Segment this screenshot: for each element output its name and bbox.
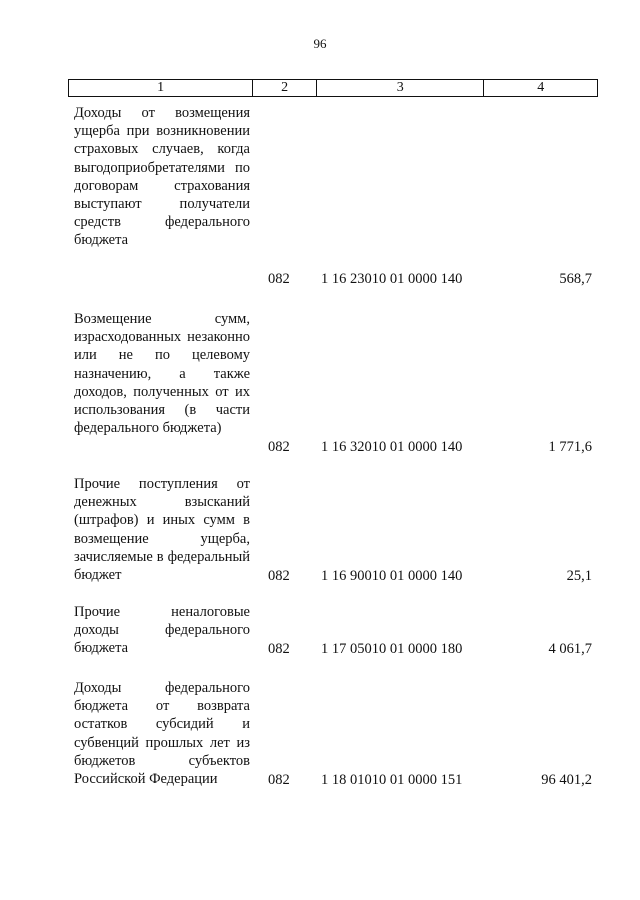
row-description: Доходы федерального бюджета от возврата остатков субсидий и субвенций прошлых лет из бюджетов субъектов Российской Федерации bbox=[74, 680, 250, 788]
row-amount: 568,7 bbox=[559, 270, 592, 287]
column-header-1: 1 bbox=[69, 80, 253, 96]
table-header bbox=[68, 79, 598, 97]
row-description: Прочие неналоговые доходы федерального бюджета bbox=[74, 604, 250, 657]
row-kbk: 1 17 05010 01 0000 180 bbox=[321, 640, 463, 657]
row-code: 082 bbox=[268, 270, 290, 287]
column-header-2: 2 bbox=[253, 80, 317, 96]
page-number: 96 bbox=[313, 36, 327, 51]
table-row bbox=[68, 104, 598, 288]
row-code: 082 bbox=[268, 640, 290, 657]
row-kbk: 1 16 32010 01 0000 140 bbox=[321, 438, 463, 455]
row-description: Возмещение сумм, израсходованных незаконно или не по целевому назначению, а также доходов, полученных от их использования (в части федерального бюджета) bbox=[74, 311, 250, 437]
column-header-3: 3 bbox=[317, 80, 484, 96]
row-kbk: 1 18 01010 01 0000 151 bbox=[321, 771, 463, 788]
table-row bbox=[68, 679, 598, 789]
table-row bbox=[68, 310, 598, 456]
row-code: 082 bbox=[268, 771, 290, 788]
row-description: Доходы от возмещения ущерба при возникновении страховых случаев, когда выгодоприобретателями по договорам страхования выступают получатели средств федерального бюджета bbox=[74, 105, 250, 249]
row-kbk: 1 16 90010 01 0000 140 bbox=[321, 567, 463, 584]
table-row bbox=[68, 603, 598, 658]
row-amount: 96 401,2 bbox=[541, 771, 592, 788]
row-code: 082 bbox=[268, 438, 290, 455]
column-header-4: 4 bbox=[537, 80, 545, 95]
row-amount: 25,1 bbox=[566, 567, 592, 584]
table-row bbox=[68, 475, 598, 585]
row-code: 082 bbox=[268, 567, 290, 584]
row-description: Прочие поступления от денежных взысканий (штрафов) и иных сумм в возмещение ущерба, зачисляемые в федеральный бюджет bbox=[74, 476, 250, 584]
row-amount: 1 771,6 bbox=[548, 438, 592, 455]
row-kbk: 1 16 23010 01 0000 140 bbox=[321, 270, 463, 287]
row-amount: 4 061,7 bbox=[548, 640, 592, 657]
